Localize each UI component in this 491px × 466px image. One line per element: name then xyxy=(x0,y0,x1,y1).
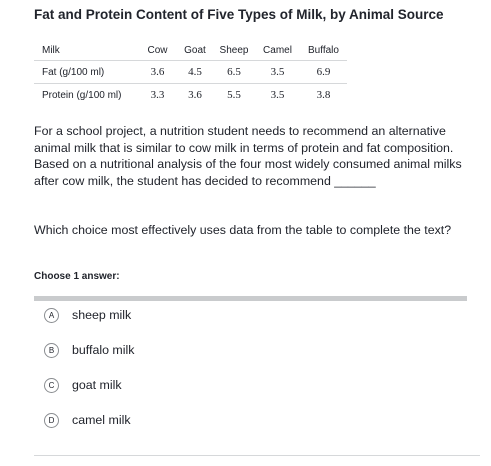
header-milk: Milk xyxy=(34,40,138,61)
choice-c-letter-circle: C xyxy=(44,378,59,393)
choose-label: Choose 1 answer: xyxy=(34,271,120,282)
header-goat: Goat xyxy=(177,40,213,61)
choice-d-label: camel milk xyxy=(72,413,131,427)
table-header-row xyxy=(34,40,347,61)
choice-d-letter-circle: D xyxy=(44,413,59,428)
choice-b-letter-circle: B xyxy=(44,343,59,358)
cell-protein-camel: 3.5 xyxy=(270,89,285,101)
table-row-protein xyxy=(34,84,347,107)
table-row-fat xyxy=(34,61,347,84)
cell-protein-buffalo: 3.8 xyxy=(316,89,331,101)
header-camel: Camel xyxy=(255,40,300,61)
header-buffalo: Buffalo xyxy=(300,40,347,61)
cell-fat-buffalo: 6.9 xyxy=(300,61,347,84)
cell-fat-sheep: 6.5 xyxy=(213,61,255,84)
choice-c[interactable] xyxy=(44,375,122,395)
question-text: Which choice most effectively uses data from the table to complete the text? xyxy=(34,223,452,237)
progress-divider xyxy=(34,296,467,301)
header-sheep: Sheep xyxy=(213,40,255,61)
table-title: Fat and Protein Content of Five Types of Milk, by Animal Source xyxy=(34,7,444,22)
header-cow: Cow xyxy=(138,40,177,61)
cell-fat-cow: 3.6 xyxy=(138,61,177,84)
choice-a-letter-circle: A xyxy=(44,308,59,323)
choice-d[interactable] xyxy=(44,410,131,430)
choice-c-label: goat milk xyxy=(72,378,122,392)
row-label-fat: Fat (g/100 ml) xyxy=(34,61,138,84)
row-label-protein: Protein (g/100 ml) xyxy=(42,89,122,101)
cell-fat-goat: 4.5 xyxy=(177,61,213,84)
choice-a[interactable] xyxy=(44,305,131,325)
milk-table xyxy=(34,40,347,106)
cell-protein-goat: 3.6 xyxy=(188,89,202,101)
bottom-divider xyxy=(34,455,480,456)
cell-protein-cow: 3.3 xyxy=(150,89,165,101)
cell-fat-camel: 3.5 xyxy=(255,61,300,84)
choice-b-label: buffalo milk xyxy=(72,343,135,357)
passage-text: For a school project, a nutrition student needs to recommend an alternative animal milk that is similar to cow milk in terms of protein and fat composition. Based on a nutritional analysis of the four most widely consumed animal milks after cow milk, the student has decided to recommend ______ xyxy=(34,124,462,188)
choice-b[interactable] xyxy=(44,340,134,360)
cell-protein-sheep: 5.5 xyxy=(227,89,241,101)
choice-a-label: sheep milk xyxy=(72,308,132,322)
